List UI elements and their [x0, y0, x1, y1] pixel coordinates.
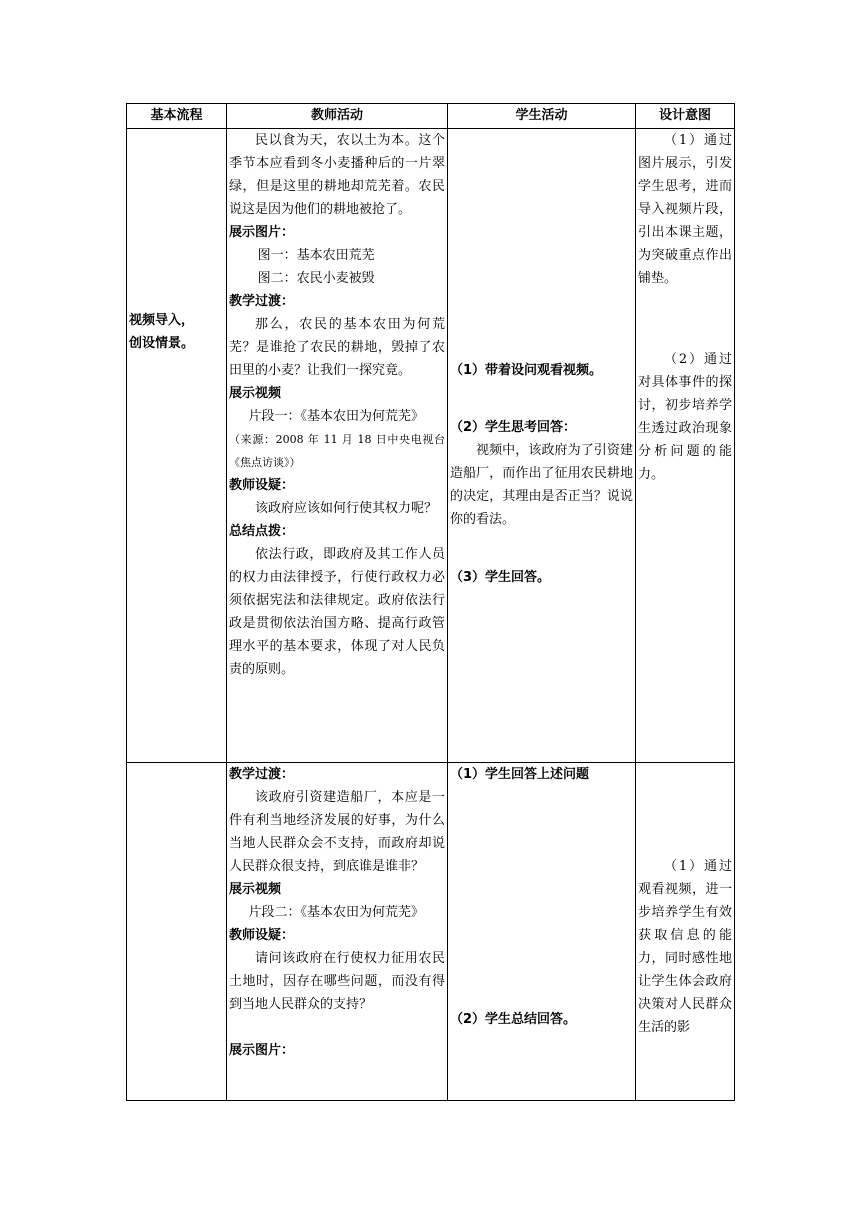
intent-1: （1）通过图片展示，引发学生思考，进而导入视频片段，引出本课主题，为突破重点作出铺垫。	[638, 133, 732, 286]
clip-source: （来源：2008 年 11 月 18 日中央电视台《焦点访谈》）	[229, 433, 445, 469]
transition-text: 那么，农民的基本农田为何荒芜？是谁抢了农民的耕地，毁掉了农田里的小麦？让我们一探究竟。	[229, 317, 445, 378]
lesson-plan-table	[126, 103, 735, 1101]
teacher-cell	[227, 763, 448, 1101]
flow-cell	[127, 129, 227, 763]
show-pic-label: 展示图片：	[229, 1043, 295, 1058]
question-text: 该政府应该如何行使其权力呢？	[255, 501, 438, 516]
transition-text: 该政府引资建造船厂，本应是一件有利当地经济发展的好事，为什么当地人民群众会不支持，而政府却说人民群众很支持，到底谁是谁非？	[229, 790, 445, 874]
flow-line-2: 创设情景。	[129, 336, 195, 351]
header-student: 学生活动	[448, 104, 636, 129]
student-step-2-label: （2）学生思考回答：	[450, 420, 577, 435]
show-video-label: 展示视频	[229, 882, 282, 897]
summary-text: 依法行政，即政府及其工作人员的权力由法律授予，行使行政权力必须依据宪法和法律规定。政府依法行政是贯彻依法治国方略、提高行政管理水平的基本要求，体现了对人民负责的原则。	[229, 547, 445, 677]
question-text: 请问该政府在行使权力征用农民土地时，因存在哪些问题，而没有得到当地人民群众的支持？	[229, 951, 445, 1012]
pic-2: 图二：农民小麦被毁	[257, 271, 375, 286]
teacher-intro: 民以食为天，农以土为本。这个季节本应看到冬小麦播种后的一片翠绿，但是这里的耕地却荒芜着。农民说这是因为他们的耕地被抢了。	[229, 133, 445, 217]
intent-1: （1）通过观看视频，进一步培养学生有效获取信息的能力，同时感性地让学生体会政府决策对人民群众生活的影	[638, 859, 732, 1035]
table-row	[127, 129, 735, 763]
intent-cell	[636, 129, 735, 763]
student-step-2: （2）学生总结回答。	[450, 1012, 577, 1027]
summary-label: 总结点拨：	[229, 524, 295, 539]
student-step-1: （1）学生回答上述问题	[450, 767, 590, 782]
student-step-3: （3）学生回答。	[450, 570, 551, 585]
header-row	[127, 104, 735, 129]
clip-1: 片段一：《基本农田为何荒芜》	[248, 409, 425, 424]
header-intent: 设计意图	[636, 104, 735, 129]
transition-label: 教学过渡：	[229, 294, 295, 309]
transition-label: 教学过渡：	[229, 767, 295, 782]
intent-2: （2）通过对具体事件的探讨，初步培养学生透过政治现象分析问题的能力。	[638, 352, 732, 482]
teacher-cell	[227, 129, 448, 763]
flow-line-1: 视频导入，	[129, 313, 195, 328]
show-pic-label: 展示图片：	[229, 225, 295, 240]
question-label: 教师设疑：	[229, 478, 295, 493]
header-flow: 基本流程	[127, 104, 227, 129]
student-cell	[448, 129, 636, 763]
pic-1: 图一：基本农田荒芜	[257, 248, 375, 263]
table-row	[127, 763, 735, 1101]
flow-cell-empty	[127, 763, 227, 1101]
question-label: 教师设疑：	[229, 928, 295, 943]
show-video-label: 展示视频	[229, 386, 282, 401]
student-step-1: （1）带着设问观看视频。	[450, 363, 603, 378]
student-step-2-text: 视频中，该政府为了引资建造船厂，而作出了征用农民耕地的决定，其理由是否正当？说说你的看法。	[450, 443, 633, 527]
clip-2: 片段二：《基本农田为何荒芜》	[248, 905, 425, 920]
header-teacher: 教师活动	[227, 104, 448, 129]
intent-cell	[636, 763, 735, 1101]
student-cell	[448, 763, 636, 1101]
